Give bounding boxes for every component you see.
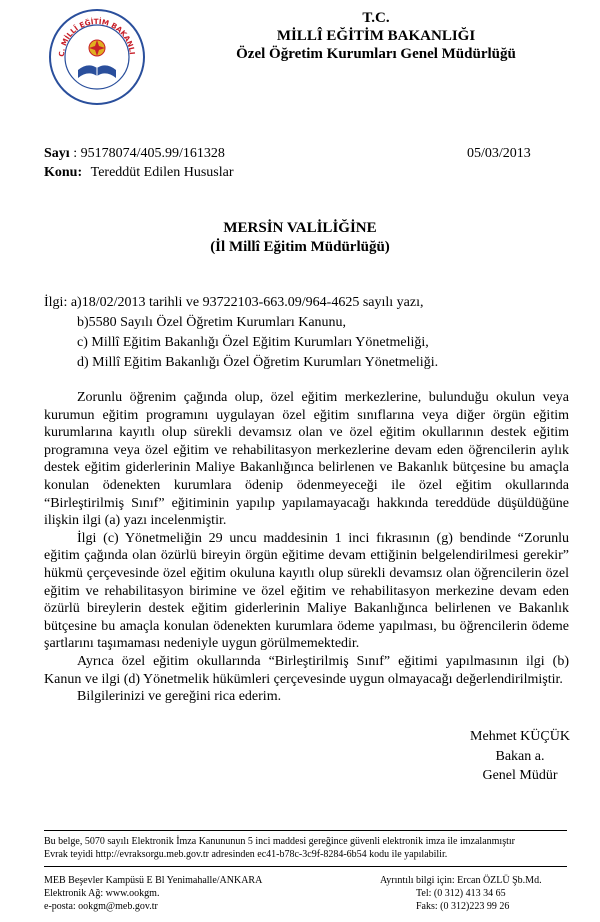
signatory-name: Mehmet KÜÇÜK <box>470 729 570 744</box>
reference-a: İlgi: a)18/02/2013 tarihli ve 93722103-663.09/964-4625 sayılı yazı, <box>44 295 424 310</box>
divider-bottom <box>44 866 567 867</box>
konu-value: Tereddüt Edilen Hususlar <box>90 165 234 180</box>
logo-text: C. MİLLÎ EĞİTİM BAKANLI <box>56 16 137 58</box>
header-ministry: MİLLÎ EĞİTİM BAKANLIĞI <box>276 28 476 44</box>
document-date: 05/03/2013 <box>467 146 531 161</box>
header-tc: T.C. <box>362 10 390 26</box>
signature-block <box>440 727 600 786</box>
verification-notice: Evrak teyidi http://evraksorgu.meb.gov.tr adresinden ec41-b78c-3c9f-8284-6b54 kodu ile yapılabilir. <box>44 849 448 860</box>
footer-email: e-posta: ookgm@meb.gov.tr <box>44 901 158 912</box>
divider-top <box>44 830 567 831</box>
footer-contact-person: Ayrıntılı bilgi için: Ercan ÖZLÜ Şb.Md. <box>380 875 542 886</box>
footer-address: MEB Beşevler Kampüsü E Bl Yenimahalle/ANKARA <box>44 875 263 886</box>
sayi-row <box>44 145 225 162</box>
sayi-label: Sayı <box>44 146 70 161</box>
addressee-title: MERSİN VALİLİĞİNE <box>223 220 377 236</box>
sayi-value: : 95178074/405.99/161328 <box>73 146 225 161</box>
addressee-subtitle: (İl Millî Eğitim Müdürlüğü) <box>210 239 390 255</box>
header-directorate: Özel Öğretim Kurumları Genel Müdürlüğü <box>236 46 516 62</box>
paragraph-3: Ayrıca özel eğitim okullarında “Birleştirilmiş Sınıf” eğitimi yapılmasının ilgi (b) Kanun ve ilgi (d) Yönetmelik hükümleri çerçevesinde uygun olmayacağı değerlendirilmiştir. <box>44 653 569 687</box>
reference-d: d) Millî Eğitim Bakanlığı Özel Öğretim Kurumları Yönetmeliği. <box>77 355 439 370</box>
konu-label: Konu: <box>44 165 83 180</box>
konu-row <box>44 164 234 181</box>
signatory-authority: Bakan a. <box>495 748 545 764</box>
reference-b: b)5580 Sayılı Özel Öğretim Kurumları Kanunu, <box>77 315 347 330</box>
esignature-notice: Bu belge, 5070 sayılı Elektronik İmza Kanununun 5 inci maddesi gereğince güvenli elektronik imza ile imzalanmıştır <box>44 836 515 847</box>
signatory-title: Genel Müdür <box>482 768 558 783</box>
footer-phone: Tel: (0 312) 413 34 65 <box>416 888 506 899</box>
reference-c: c) Millî Eğitim Bakanlığı Özel Eğitim Kurumları Yönetmeliği, <box>77 335 429 350</box>
ministry-logo <box>48 8 146 106</box>
footer-website: Elektronik Ağ: www.ookgm. <box>44 888 160 899</box>
footer-fax: Faks: (0 312)223 99 26 <box>416 901 510 912</box>
paragraph-2: İlgi (c) Yönetmeliğin 29 uncu maddesinin 1 inci fıkrasının (g) bendinde “Zorunlu eğitim çağında olan özürlü bireyin örgün eğitime devam ettiğinin belgelendirilmesi gerekir” hükmü çerçevesinde özel eğitim okuluna kayıtlı olup sürekli devamsız olan öğrencilerin özel eğitim ve rehabilitasyon birimine ve özel eğitim ve rehabilitasyon merkezine devam eden özürlü bireylerin destek eğitim giderlerinin Maliye Bakanlığınca belirlenen ve Bakanlık bütçesine bu amaçla konulan ödenekten kurumlara ödeme yapılması, bu öğrencilerin ödeme şartlarını taşımaması nedeniyle uygun görülmemektedir. <box>44 530 569 652</box>
paragraph-1: Zorunlu öğrenim çağında olup, özel eğitim merkezlerine, bulunduğu okulun veya kurumun eğitim programını uygulayan özel eğitim sınıflarına veya diğer örgün eğitim kurumlarına kayıtlı olup sürekli devamsız olan ve özel eğitim okullarının destek eğitim programına veya özel eğitim ve rehabilitasyon merkezlerine devam eden öğrencilerin aylık destek eğitim giderlerinin Maliye Bakanlığınca belirlenen ve Bakanlık bütçesine bu amaçla konulan ödenekten kurumlara ödenip ödenmeyeceği ile özel eğitim okullarında “Birleştirilmiş Sınıf” eğitiminin yapılıp yapılamayacağı hakkında tereddüde düşüldüğüne ilişkin ilgi (a) yazı incelenmiştir. <box>44 390 569 529</box>
letter-body <box>44 389 569 706</box>
paragraph-4: Bilgilerinizi ve gereğini rica ederim. <box>77 689 282 705</box>
